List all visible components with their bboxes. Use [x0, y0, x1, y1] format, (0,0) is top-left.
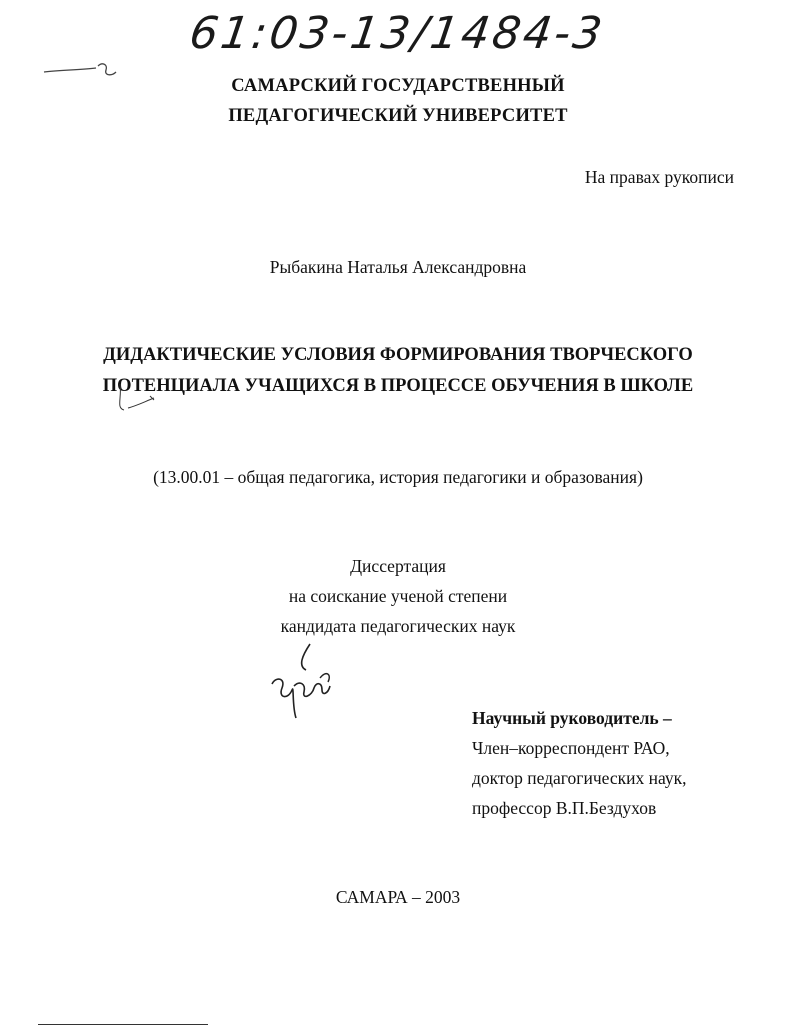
dissertation-title-line1: ДИДАКТИЧЕСКИЕ УСЛОВИЯ ФОРМИРОВАНИЯ ТВОРЧЕСКОГО	[103, 345, 693, 365]
handwritten-archive-code: 61:03-13/1484-3	[186, 8, 608, 59]
degree-field: кандидата педагогических наук	[280, 616, 516, 636]
signature	[262, 640, 342, 722]
supervisor-heading: Научный руководитель –	[472, 708, 672, 728]
university-name-line1: САМАРСКИЙ ГОСУДАРСТВЕННЫЙ	[231, 76, 565, 96]
university-name-line2: ПЕДАГОГИЧЕСКИЙ УНИВЕРСИТЕТ	[228, 106, 568, 126]
supervisor-title: Член–корреспондент РАО,	[472, 738, 670, 758]
author-name: Рыбакина Наталья Александровна	[269, 257, 527, 277]
degree-line: на соискание ученой степени	[288, 586, 508, 606]
scan-edge-line	[38, 1024, 208, 1025]
specialty-code: (13.00.01 – общая педагогика, история педагогики и образования)	[153, 467, 643, 487]
dissertation-title-line2: ПОТЕНЦИАЛА УЧАЩИХСЯ В ПРОЦЕССЕ ОБУЧЕНИЯ В ШКОЛЕ	[102, 376, 694, 396]
city-year: САМАРА – 2003	[335, 887, 461, 907]
rights-note: На правах рукописи	[584, 167, 734, 187]
dissertation-label: Диссертация	[350, 556, 446, 576]
scribble-mark-title	[110, 378, 170, 416]
supervisor-degree: доктор педагогических наук,	[472, 768, 687, 788]
supervisor-name: профессор В.П.Бездухов	[472, 798, 657, 818]
